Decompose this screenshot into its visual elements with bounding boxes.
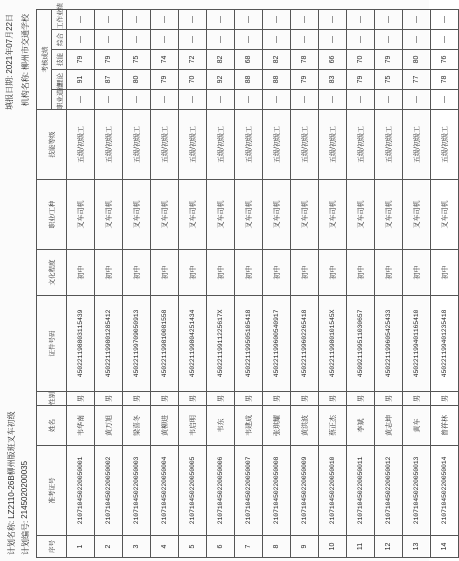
col-moral: 职业道德 <box>52 90 67 110</box>
cell-skill: 74 <box>151 50 179 70</box>
table-row <box>375 9 403 557</box>
table-row <box>151 9 179 557</box>
cell-performance: — <box>123 9 151 29</box>
cell-occupation: 叉车司机 <box>207 180 235 250</box>
cell-occupation: 叉车司机 <box>67 180 95 250</box>
cell-theory: 92 <box>207 70 235 90</box>
cell-moral: — <box>151 90 179 110</box>
cell-name: 张琪耀 <box>263 406 291 446</box>
cell-id-no: 450221199401235418 <box>431 296 459 392</box>
cell-cert-no: 210710450220050002 <box>95 446 123 536</box>
plan-name-label: 计划名称: <box>7 520 16 555</box>
cell-theory: 80 <box>123 70 151 90</box>
cell-level: 五级/初级工 <box>207 110 235 180</box>
cell-level: 五级/初级工 <box>403 110 431 180</box>
cell-performance: — <box>151 9 179 29</box>
cell-seq: 2 <box>95 536 123 558</box>
cell-name: 韦启明 <box>179 406 207 446</box>
cell-name: 韦东 <box>207 406 235 446</box>
cell-education: 初中 <box>291 250 319 296</box>
cell-performance: — <box>319 9 347 29</box>
cell-skill: 79 <box>95 50 123 70</box>
col-occupation: 职业/工种 <box>37 180 67 250</box>
cell-cert-no: 210710450220050007 <box>235 446 263 536</box>
cell-performance: — <box>179 9 207 29</box>
cell-gender: 男 <box>67 392 95 406</box>
cell-level: 五级/初级工 <box>95 110 123 180</box>
cell-occupation: 叉车司机 <box>403 180 431 250</box>
cell-seq: 11 <box>347 536 375 558</box>
cell-gender: 男 <box>235 392 263 406</box>
cell-name: 黄万旭 <box>95 406 123 446</box>
cell-id-no: 450221199401165410 <box>403 296 431 392</box>
cell-education: 初中 <box>95 250 123 296</box>
score-table <box>36 3 459 558</box>
cell-theory: 87 <box>95 70 123 90</box>
cell-seq: 7 <box>235 536 263 558</box>
cell-id-no: 450221199600540917 <box>263 296 291 392</box>
cell-education: 初中 <box>263 250 291 296</box>
cell-overall: — <box>375 30 403 50</box>
cell-cert-no: 210710450220050011 <box>347 446 375 536</box>
cell-name: 黄车 <box>403 406 431 446</box>
cell-moral: — <box>179 90 207 110</box>
cell-overall: — <box>179 30 207 50</box>
cell-theory: 88 <box>235 70 263 90</box>
cell-performance: — <box>207 9 235 29</box>
col-education: 文化程度 <box>37 250 67 296</box>
cell-overall: — <box>291 30 319 50</box>
cell-gender: 男 <box>291 392 319 406</box>
cell-moral: — <box>291 90 319 110</box>
cell-cert-no: 210710450220050013 <box>403 446 431 536</box>
col-seq: 序号 <box>37 536 67 558</box>
table-row <box>403 9 431 557</box>
table-row <box>291 9 319 557</box>
cell-moral: — <box>207 90 235 110</box>
fill-date-line <box>4 14 15 110</box>
cell-education: 初中 <box>375 250 403 296</box>
cell-level: 五级/初级工 <box>319 110 347 180</box>
cell-performance: — <box>291 9 319 29</box>
cell-name: 韦华南 <box>67 406 95 446</box>
cell-id-no: 450221199801285412 <box>95 296 123 392</box>
cell-moral: — <box>235 90 263 110</box>
cell-skill: 78 <box>291 50 319 70</box>
cell-id-no: 450221198803115439 <box>67 296 95 392</box>
cell-skill: 80 <box>403 50 431 70</box>
cell-name: 黄志坤 <box>375 406 403 446</box>
cell-name: 黄柳进 <box>151 406 179 446</box>
cell-seq: 9 <box>291 536 319 558</box>
cell-theory: 77 <box>403 70 431 90</box>
cell-cert-no: 210710450220050014 <box>431 446 459 536</box>
cell-occupation: 叉车司机 <box>375 180 403 250</box>
table-row <box>263 9 291 557</box>
cell-education: 初中 <box>67 250 95 296</box>
col-id-no: 证件号码 <box>37 296 67 392</box>
table-row <box>179 9 207 557</box>
cell-skill: 68 <box>235 50 263 70</box>
cell-gender: 男 <box>347 392 375 406</box>
cell-level: 五级/初级工 <box>179 110 207 180</box>
table-row <box>431 9 459 557</box>
cell-performance: — <box>375 9 403 29</box>
cell-skill: 79 <box>375 50 403 70</box>
table-row <box>95 9 123 557</box>
cell-seq: 8 <box>263 536 291 558</box>
cell-gender: 男 <box>207 392 235 406</box>
cell-education: 初中 <box>347 250 375 296</box>
cell-level: 五级/初级工 <box>67 110 95 180</box>
cell-moral: — <box>123 90 151 110</box>
cell-occupation: 叉车司机 <box>319 180 347 250</box>
cell-overall: — <box>403 30 431 50</box>
cell-id-no: 450221199810081558 <box>151 296 179 392</box>
col-overall: 综合 <box>52 30 67 50</box>
cell-education: 初中 <box>431 250 459 296</box>
cell-gender: 男 <box>375 392 403 406</box>
header-row-top <box>37 9 52 557</box>
cell-cert-no: 210710450220050005 <box>179 446 207 536</box>
cell-moral: — <box>67 90 95 110</box>
cell-skill: 70 <box>347 50 375 70</box>
cell-performance: — <box>347 9 375 29</box>
table-row <box>123 9 151 557</box>
cell-overall: — <box>235 30 263 50</box>
table-row <box>347 9 375 557</box>
cell-id-no: 450221199804251434 <box>179 296 207 392</box>
cell-gender: 男 <box>179 392 207 406</box>
cell-level: 五级/初级工 <box>151 110 179 180</box>
cell-gender: 男 <box>263 392 291 406</box>
fill-date-value: 2021年07月22日 <box>5 14 14 74</box>
col-theory: 理论 <box>52 70 67 90</box>
cell-theory: 83 <box>319 70 347 90</box>
cell-id-no: 45022119980101545X <box>319 296 347 392</box>
cell-gender: 男 <box>123 392 151 406</box>
cell-skill: 82 <box>207 50 235 70</box>
cell-overall: — <box>123 30 151 50</box>
organization-line <box>20 14 31 106</box>
cell-education: 初中 <box>179 250 207 296</box>
cell-seq: 5 <box>179 536 207 558</box>
col-name: 姓名 <box>37 406 67 446</box>
cell-id-no: 450221199505105418 <box>235 296 263 392</box>
cell-id-no: 45022119911225617X <box>207 296 235 392</box>
cell-theory: 91 <box>67 70 95 90</box>
cell-theory: 70 <box>179 70 207 90</box>
cell-skill: 82 <box>263 50 291 70</box>
cell-level: 五级/初级工 <box>123 110 151 180</box>
cell-cert-no: 210710450220050004 <box>151 446 179 536</box>
organization-value: 柳州市交通学校 <box>21 14 30 70</box>
cell-education: 初中 <box>123 250 151 296</box>
cell-cert-no: 210710450220050001 <box>67 446 95 536</box>
plan-number-value: 2145020200035 <box>20 460 29 519</box>
cell-id-no: 450921199511030657 <box>347 296 375 392</box>
cell-performance: — <box>263 9 291 29</box>
cell-moral: — <box>347 90 375 110</box>
cell-occupation: 叉车司机 <box>235 180 263 250</box>
cell-education: 初中 <box>151 250 179 296</box>
col-scores-group: 考核成绩 <box>37 9 52 109</box>
cell-seq: 3 <box>123 536 151 558</box>
cell-gender: 男 <box>319 392 347 406</box>
cell-moral: — <box>95 90 123 110</box>
cell-name: 李斌 <box>347 406 375 446</box>
cell-education: 初中 <box>403 250 431 296</box>
cell-occupation: 叉车司机 <box>291 180 319 250</box>
cell-occupation: 叉车司机 <box>123 180 151 250</box>
cell-gender: 男 <box>403 392 431 406</box>
cell-theory: 75 <box>375 70 403 90</box>
cell-seq: 13 <box>403 536 431 558</box>
cell-education: 初中 <box>235 250 263 296</box>
cell-name: 曾祥林 <box>431 406 459 446</box>
cell-occupation: 叉车司机 <box>263 180 291 250</box>
cell-seq: 12 <box>375 536 403 558</box>
cell-occupation: 叉车司机 <box>179 180 207 250</box>
cell-education: 初中 <box>319 250 347 296</box>
cell-gender: 男 <box>431 392 459 406</box>
cell-name: 蔡正杰 <box>319 406 347 446</box>
cell-level: 五级/初级工 <box>347 110 375 180</box>
cell-cert-no: 210710450220050009 <box>291 446 319 536</box>
cell-seq: 1 <box>67 536 95 558</box>
cell-id-no: 450221199605425433 <box>375 296 403 392</box>
cell-seq: 14 <box>431 536 459 558</box>
plan-name-value: LZ2110-26B柳州版班叉车初级 <box>7 411 16 519</box>
cell-seq: 4 <box>151 536 179 558</box>
table-row <box>319 9 347 557</box>
cell-overall: — <box>67 30 95 50</box>
plan-number-label: 计划编号: <box>21 520 30 555</box>
cell-overall: — <box>95 30 123 50</box>
cell-occupation: 叉车司机 <box>95 180 123 250</box>
cell-theory: 79 <box>291 70 319 90</box>
col-cert-no: 准考证号 <box>37 446 67 536</box>
plan-name-line <box>6 411 17 555</box>
cell-theory: 78 <box>431 70 459 90</box>
cell-skill: 76 <box>431 50 459 70</box>
table-row <box>207 9 235 557</box>
cell-performance: — <box>403 9 431 29</box>
cell-cert-no: 210710450220050003 <box>123 446 151 536</box>
fill-date-label: 填报日期: <box>5 75 14 110</box>
cell-id-no: 450221199602265418 <box>291 296 319 392</box>
cell-moral: — <box>403 90 431 110</box>
cell-occupation: 叉车司机 <box>347 180 375 250</box>
cell-level: 五级/初级工 <box>235 110 263 180</box>
plan-number-line <box>20 461 31 555</box>
cell-level: 五级/初级工 <box>291 110 319 180</box>
cell-skill: 79 <box>67 50 95 70</box>
cell-gender: 男 <box>95 392 123 406</box>
cell-overall: — <box>263 30 291 50</box>
col-performance: 工作业绩 <box>52 9 67 29</box>
cell-cert-no: 210710450220050006 <box>207 446 235 536</box>
cell-skill: 75 <box>123 50 151 70</box>
table-row <box>235 9 263 557</box>
cell-theory: 88 <box>263 70 291 90</box>
cell-overall: — <box>151 30 179 50</box>
cell-gender: 男 <box>151 392 179 406</box>
cell-name: 韦建成 <box>235 406 263 446</box>
cell-level: 五级/初级工 <box>263 110 291 180</box>
table-row <box>67 9 95 557</box>
cell-overall: — <box>319 30 347 50</box>
col-skill: 技能 <box>52 50 67 70</box>
cell-name: 黄洪波 <box>291 406 319 446</box>
cell-overall: — <box>347 30 375 50</box>
cell-performance: — <box>235 9 263 29</box>
cell-cert-no: 210710450220050012 <box>375 446 403 536</box>
cell-cert-no: 210710450220050008 <box>263 446 291 536</box>
cell-moral: — <box>375 90 403 110</box>
cell-theory: 79 <box>151 70 179 90</box>
cell-moral: — <box>263 90 291 110</box>
cell-name: 梁喜冬 <box>123 406 151 446</box>
cell-moral: — <box>319 90 347 110</box>
cell-seq: 6 <box>207 536 235 558</box>
cell-seq: 10 <box>319 536 347 558</box>
cell-skill: 72 <box>179 50 207 70</box>
cell-occupation: 叉车司机 <box>431 180 459 250</box>
cell-skill: 66 <box>319 50 347 70</box>
cell-theory: 79 <box>347 70 375 90</box>
organization-label: 机构名称: <box>21 72 30 107</box>
col-level: 技能等级 <box>37 110 67 180</box>
cell-performance: — <box>431 9 459 29</box>
cell-overall: — <box>431 30 459 50</box>
col-gender: 性别 <box>37 392 67 406</box>
cell-performance: — <box>67 9 95 29</box>
cell-level: 五级/初级工 <box>375 110 403 180</box>
cell-education: 初中 <box>207 250 235 296</box>
cell-occupation: 叉车司机 <box>151 180 179 250</box>
score-table-body <box>67 9 459 557</box>
cell-overall: — <box>207 30 235 50</box>
cell-performance: — <box>95 9 123 29</box>
cell-cert-no: 210710450220050010 <box>319 446 347 536</box>
cell-level: 五级/初级工 <box>431 110 459 180</box>
cell-moral: — <box>431 90 459 110</box>
cell-id-no: 450221199709050913 <box>123 296 151 392</box>
